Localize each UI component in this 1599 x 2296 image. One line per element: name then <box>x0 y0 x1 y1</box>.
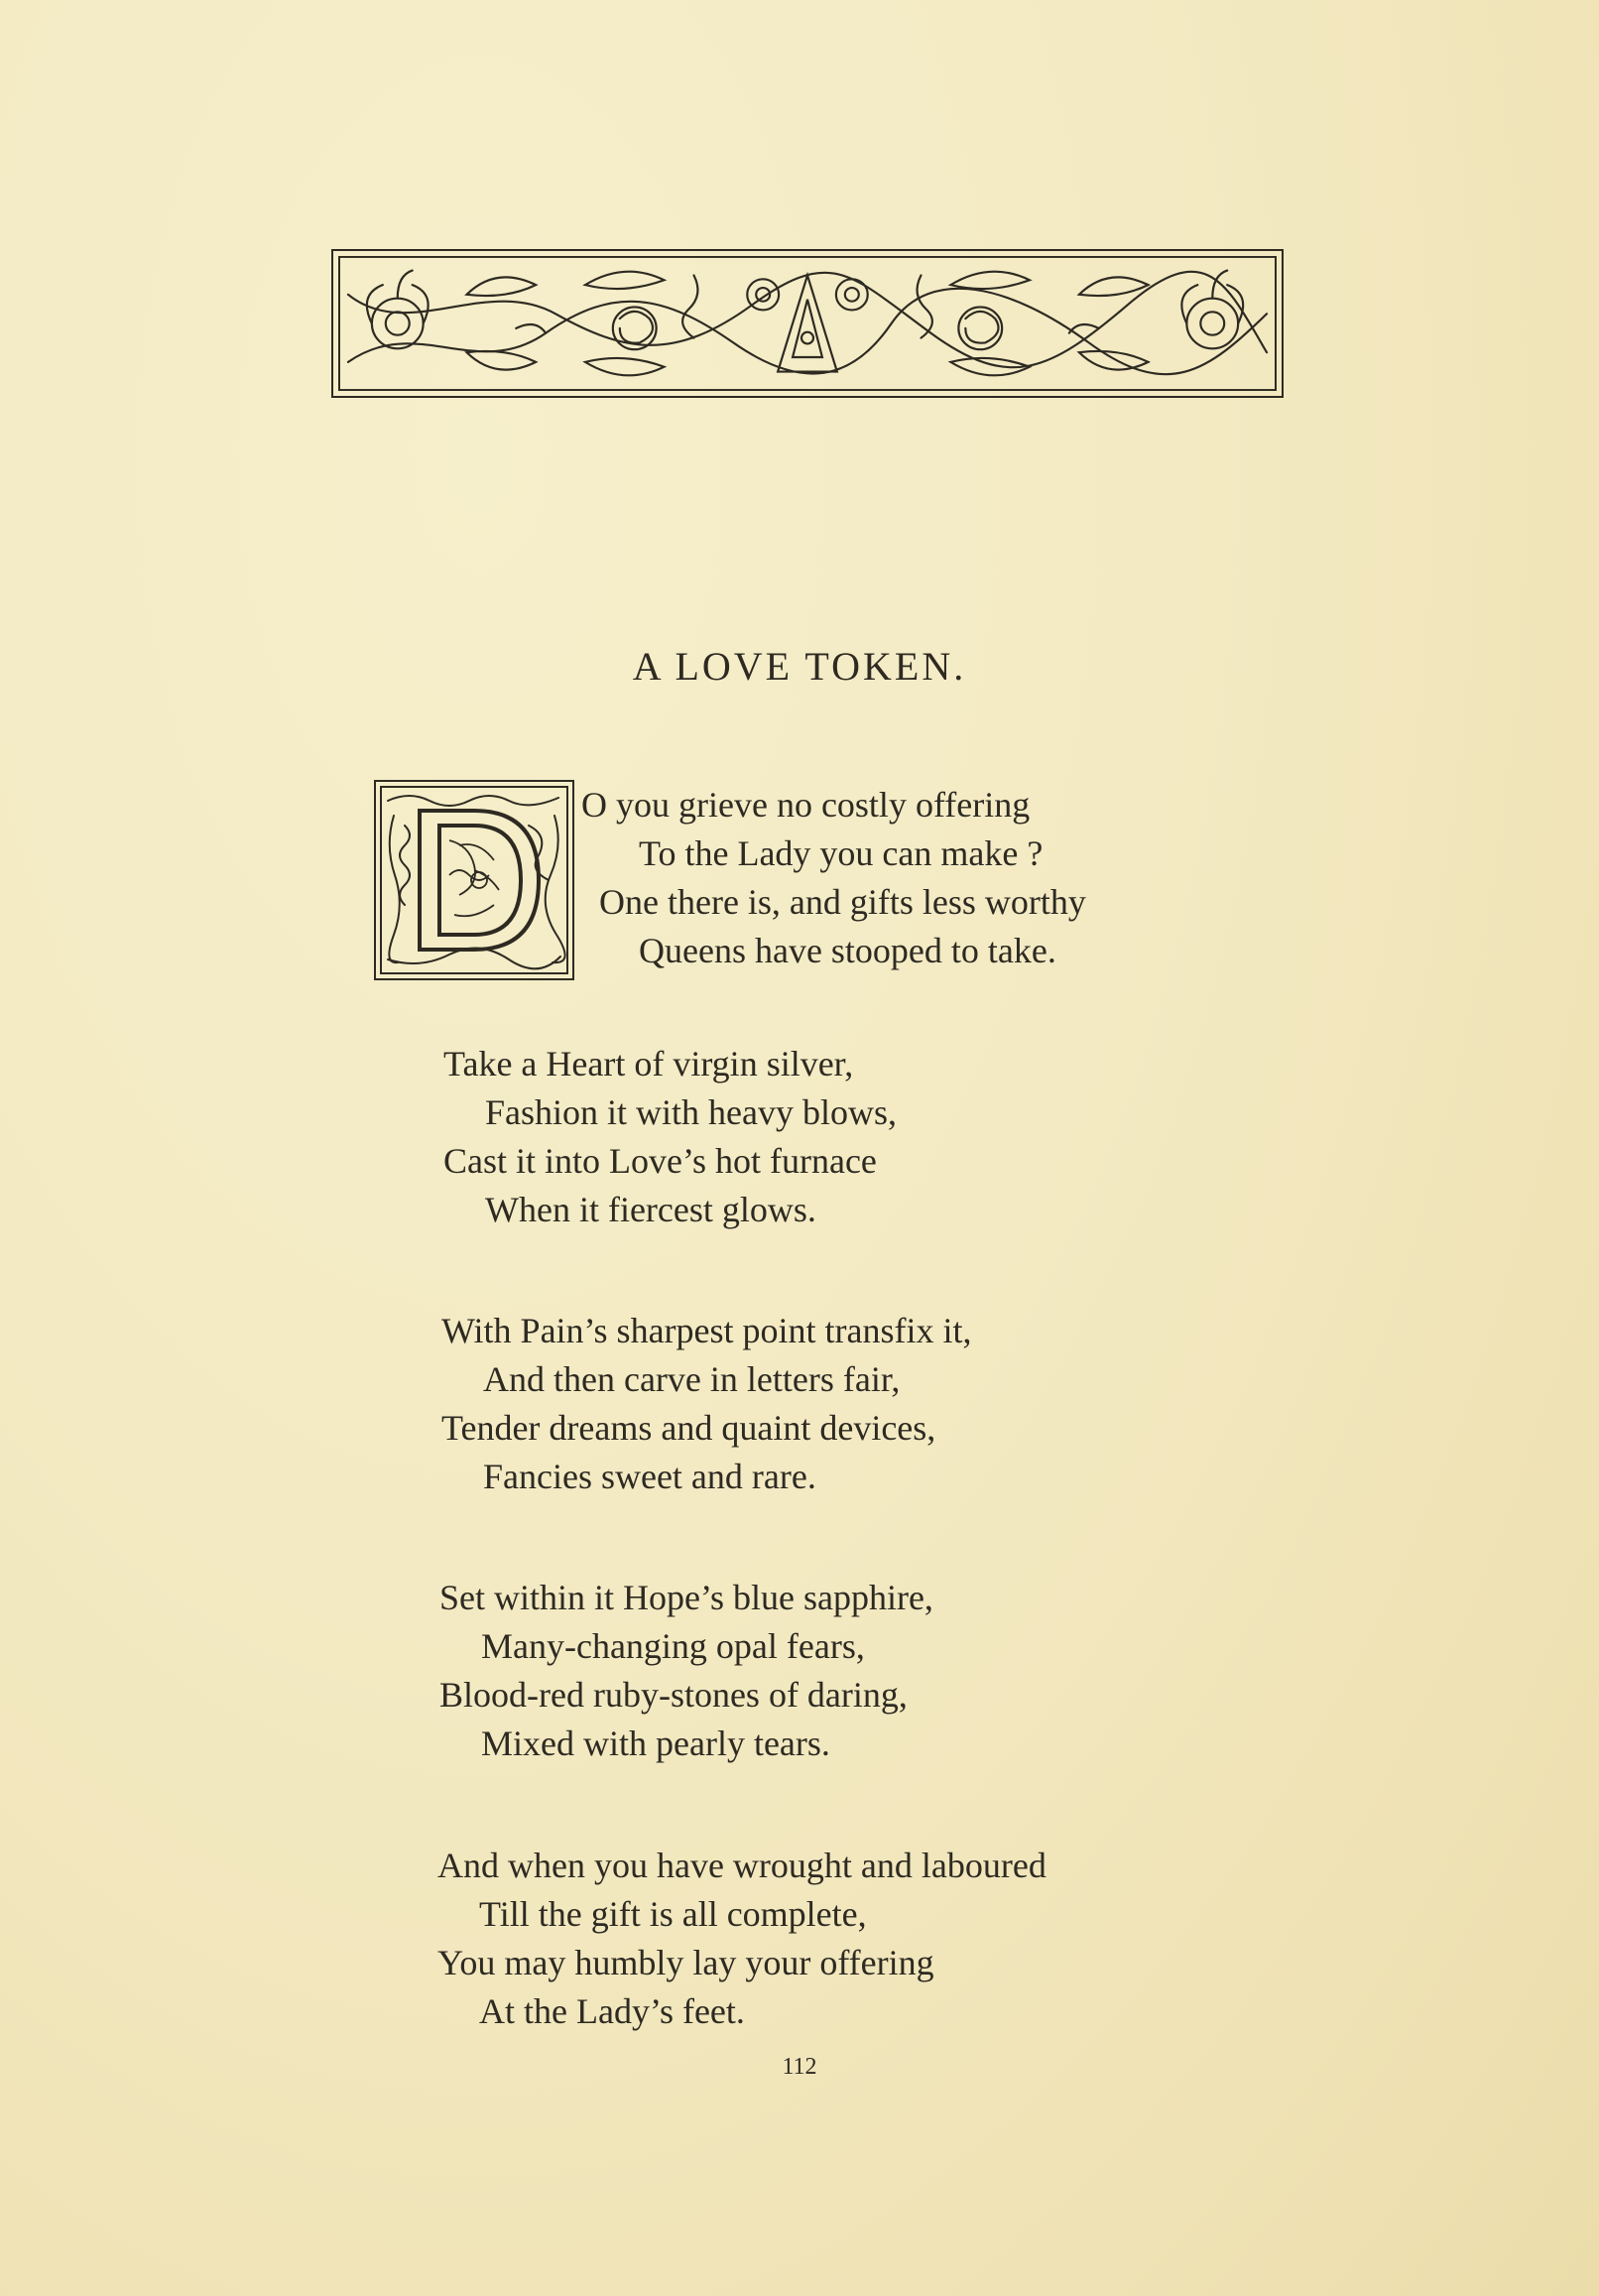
decorative-header-band <box>331 249 1284 398</box>
stanza-line: One there is, and gifts less worthy <box>599 882 1086 922</box>
stanza-line: Mixed with pearly tears. <box>481 1723 830 1763</box>
stanza-line: At the Lady’s feet. <box>479 1991 745 2031</box>
illuminated-letter-d-icon <box>380 786 568 974</box>
stanza-line: Queens have stooped to take. <box>639 931 1056 970</box>
stanza-line: Cast it into Love’s hot furnace <box>443 1141 877 1181</box>
stanza-5 <box>437 1842 1046 2036</box>
stanza-line: And then carve in letters fair, <box>483 1359 901 1399</box>
stanza-4 <box>439 1574 933 1768</box>
stanza-line: Tender dreams and quaint devices, <box>441 1408 936 1448</box>
stanza-line: Till the gift is all complete, <box>479 1894 867 1934</box>
floral-scroll-ornament-icon <box>338 256 1277 391</box>
page-number: 112 <box>782 2054 817 2080</box>
stanza-line: Fancies sweet and rare. <box>483 1457 816 1496</box>
stanza-line: O you grieve no costly offering <box>581 785 1031 825</box>
stanza-line: To the Lady you can make ? <box>639 833 1044 873</box>
stanza-line: Take a Heart of virgin silver, <box>443 1044 854 1084</box>
poem-title: A LOVE TOKEN. <box>632 644 967 689</box>
stanza-line: And when you have wrought and laboured <box>437 1846 1046 1885</box>
stanza-3 <box>441 1307 972 1501</box>
stanza-line: With Pain’s sharpest point transfix it, <box>441 1311 972 1350</box>
stanza-line: When it fiercest glows. <box>485 1190 816 1229</box>
stanza-2 <box>443 1040 897 1234</box>
stanza-line: Blood-red ruby-stones of daring, <box>439 1675 908 1715</box>
stanza-line: Set within it Hope’s blue sapphire, <box>439 1578 933 1617</box>
stanza-line: You may humbly lay your offering <box>437 1943 934 1982</box>
stanza-line: Many-changing opal fears, <box>481 1626 865 1666</box>
drop-cap <box>374 780 574 980</box>
stanza-1 <box>581 781 1086 975</box>
stanza-line: Fashion it with heavy blows, <box>485 1092 897 1132</box>
